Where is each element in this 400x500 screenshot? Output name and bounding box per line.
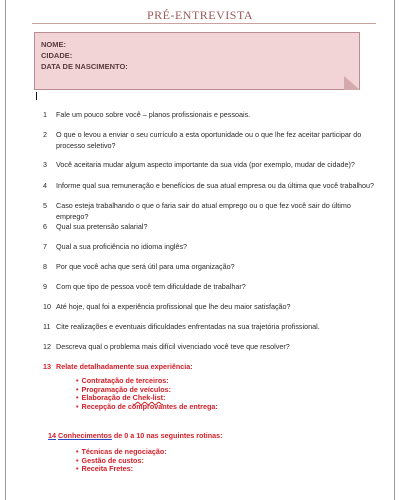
- document-title: PRÉ-ENTREVISTA: [146, 8, 254, 22]
- question-7: 7 Qual a sua proficiência no idioma inglês?: [43, 242, 188, 251]
- question-10: 10 Até hoje, qual foi a experiência profissional que lhe deu maior satisfação?: [43, 302, 291, 311]
- misspelled-word: Chek-list: [132, 393, 164, 403]
- page-curl: [344, 76, 360, 90]
- name-field-label[interactable]: NOME:: [41, 40, 66, 49]
- experience-list: [76, 377, 218, 411]
- list-item: • Programação de veículos:: [76, 386, 218, 395]
- list-item: • Gestão de custos:: [76, 457, 167, 466]
- question-11: 11 Cite realizações e eventuais dificuldades enfrentadas na sua trajetória profissional.: [43, 322, 320, 331]
- birthdate-field-label[interactable]: DATA DE NASCIMENTO:: [41, 62, 128, 71]
- title-underline: [32, 23, 376, 24]
- question-12: 12 Descreva qual o problema mais difícil vivenciado você teve que resolver?: [43, 342, 290, 351]
- city-field-label[interactable]: CIDADE:: [41, 51, 73, 60]
- question-14: 14 Conhecimentos de 0 a 10 nas seguintes rotinas:: [48, 431, 223, 440]
- document-page: [5, 0, 395, 500]
- list-item: • Contratação de terceiros:: [76, 377, 218, 386]
- list-item: • Receita Fretes:: [76, 465, 167, 474]
- candidate-info-box: [34, 32, 360, 90]
- list-item: • Técnicas de negociação:: [76, 448, 167, 457]
- text-cursor: [36, 92, 37, 100]
- question-5: 5 Caso esteja trabalhando o que o faria sair do atual emprego ou o que fez você sair do último emprego?: [43, 201, 351, 221]
- question-2: 2 O que o levou a enviar o seu currículo a esta oportunidade ou o que lhe fez aceitar participar do processo seletivo?: [43, 130, 362, 150]
- question-9: 9 Com que tipo de pessoa você tem dificuldade de trabalhar?: [43, 282, 246, 291]
- question-13: 13 Relate detalhadamente sua experiência:: [43, 362, 193, 371]
- list-item: • Elaboração de Chek-list:: [76, 394, 218, 403]
- question-1: 1 Fale um pouco sobre você – planos profissionais e pessoais.: [43, 110, 251, 119]
- question-3: 3 Você aceitaria mudar algum aspecto importante da sua vida (por exemplo, mudar de cidade)?: [43, 160, 355, 169]
- question-8: 8 Por que você acha que será útil para uma organização?: [43, 262, 235, 271]
- question-6: 6 Qual sua pretensão salarial?: [43, 222, 148, 231]
- skills-list: [76, 448, 167, 474]
- question-4: 4 Informe qual sua remuneração e benefícios de sua atual empresa ou da última que você trabalhou?: [43, 181, 375, 190]
- list-item: • Recepção de comprovantes de entrega:: [76, 403, 218, 412]
